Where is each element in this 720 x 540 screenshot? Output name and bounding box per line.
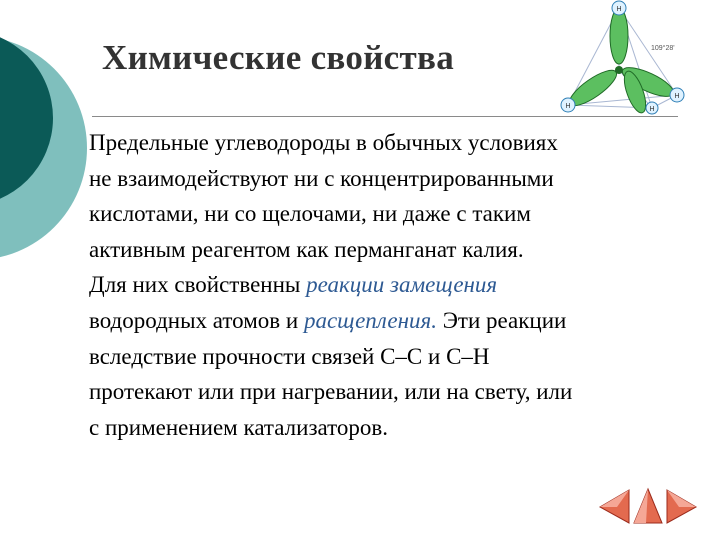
highlight-cleavage: расщепления. (303, 307, 437, 333)
body-line: кислотами, ни со щелочами, ни даже с таким (89, 201, 531, 227)
slide-navigation (597, 487, 699, 525)
atom-label-left: H (565, 103, 571, 110)
triangle-left-icon (597, 487, 631, 525)
body-line: Предельные углеводороды в обычных условиях (89, 130, 558, 155)
highlight-substitution-reactions: реакции замещения (306, 272, 498, 298)
body-run: водородных атомов и (89, 307, 304, 333)
atom-label-right: H (674, 93, 680, 100)
body-line: не взаимодействуют ни с концентрированными (89, 165, 554, 191)
body-line: протекают или при нагревании, или на свету, или (89, 379, 573, 405)
body-run: Для них свойственны (89, 272, 307, 298)
triangle-right-icon (665, 487, 699, 525)
body-line: вследствие прочности связей С–С и С–Н (89, 343, 490, 369)
atom-label-bottom: H (649, 106, 655, 113)
title-divider (92, 116, 678, 117)
body-line: с применением катализаторов. (89, 414, 389, 440)
body-line: активным реагентом как перманганат калия. (89, 236, 524, 262)
home-slide-button[interactable] (631, 487, 665, 525)
slide-title: Химические свойства (102, 38, 454, 77)
body-run: Эти реакции (436, 307, 567, 333)
previous-slide-button[interactable] (597, 487, 631, 525)
slide-body-text (89, 125, 699, 445)
methane-molecule-figure (555, 0, 695, 115)
bond-angle-label: 109°28' (651, 45, 675, 52)
next-slide-button[interactable] (665, 487, 699, 525)
triangle-up-icon (631, 487, 665, 525)
atom-label-top: H (616, 6, 622, 13)
